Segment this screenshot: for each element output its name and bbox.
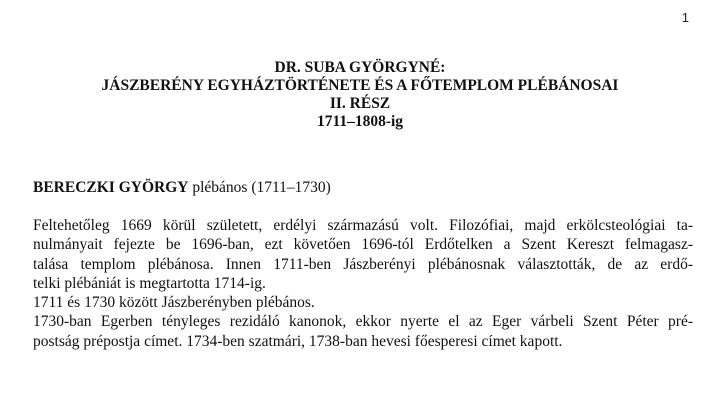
biography-paragraph (33, 216, 693, 351)
paragraph-line: 1711 és 1730 között Jászberényben plébános. (33, 294, 315, 312)
document-title (0, 59, 720, 131)
page-number: 1 (681, 10, 689, 25)
title-period: 1711–1808-ig (316, 113, 404, 130)
paragraph-line: telki plébániát is megtartotta 1714-ig. (33, 274, 266, 292)
title-part: II. RÉSZ (329, 95, 391, 112)
title-author: DR. SUBA GYÖRGYNÉ: (274, 59, 446, 76)
paragraph-line: postság prépostja címet. 1734-ben szatmári, 1738-ban hevesi főesperesi címet kapott. (33, 332, 563, 350)
paragraph-line: 1730-ban Egerben tényleges rezidáló kanonok, ekkor nyerte el az Eger várbeli Szent Péter pré- (33, 313, 693, 331)
title-main: JÁSZBERÉNY EGYHÁZTÖRTÉNETE ÉS A FŐTEMPLOM PLÉBÁNOSAI (101, 77, 619, 94)
paragraph-line: Feltehetőleg 1669 körül született, erdélyi származású volt. Filozófiai, majd erkölcsteológiai ta- (33, 217, 693, 234)
paragraph-line: nulmányait fejezte be 1696-ban, ezt követően 1696-tól Erdőtelken a Szent Kereszt felmagasz- (33, 236, 693, 254)
section-heading (33, 178, 331, 197)
priest-name: BERECZKI GYÖRGY (33, 179, 189, 196)
priest-role: plébános (1711–1730) (188, 179, 331, 196)
paragraph-line: talása templom plébánosa. Innen 1711-ben Jászberényi plébánosnak választották, de az erdő- (33, 255, 693, 273)
